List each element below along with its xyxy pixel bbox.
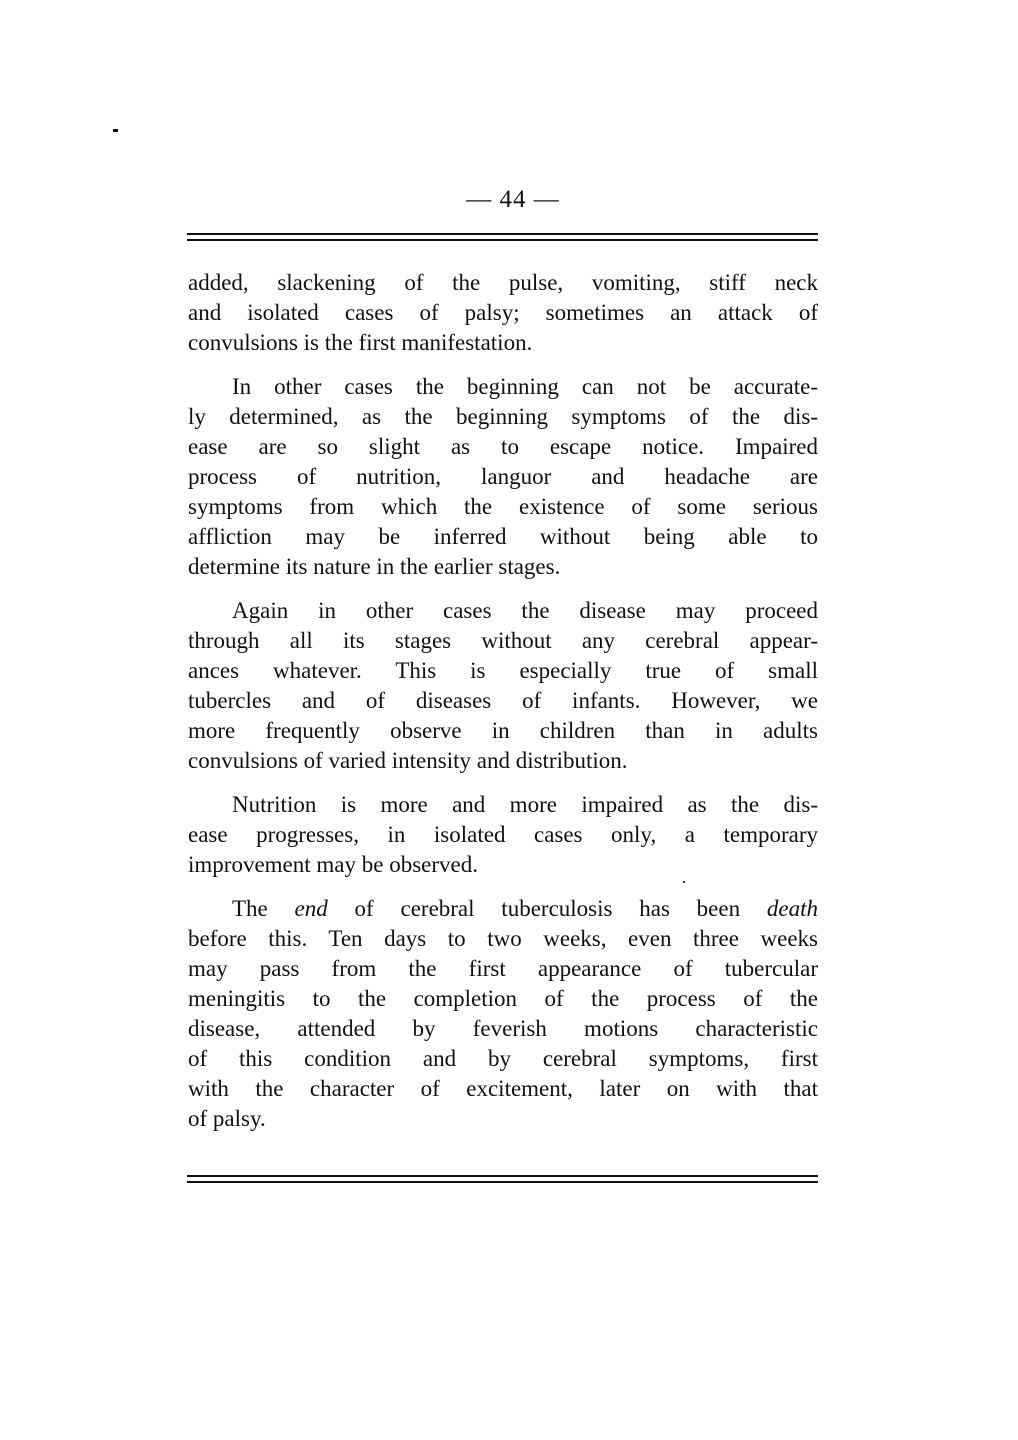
italic-term-end: end [294,896,328,921]
text-line: through all its stages without any cerebral appear- [188,628,818,653]
text-line: and isolated cases of palsy; sometimes an attack of [188,300,818,325]
header-double-rule [187,233,818,241]
paragraph-5 [188,894,818,1134]
paragraph-4 [188,790,818,880]
text-line: may pass from the first appearance of tubercular [188,956,818,981]
text-line: disease, attended by feverish motions characteristic [188,1016,818,1041]
text-line: with the character of excitement, later on with that [188,1076,818,1101]
italic-term-death: death [766,896,818,921]
text-run: of cerebral tuberculosis has been [327,896,767,921]
text-line: symptoms from which the existence of some serious [188,494,818,519]
text-line: improvement may be observed. [188,852,478,877]
text-line: convulsions is the first manifestation. [188,330,533,355]
text-line: affliction may be inferred without being able to [188,524,818,549]
scan-speck [113,129,118,132]
text-line: of palsy. [188,1106,266,1131]
page-number: — 44 — [466,186,560,213]
text-line: Again in other cases the disease may proceed [232,598,818,623]
text-line: ease are so slight as to escape notice. Impaired [188,434,818,459]
text-line: added, slackening of the pulse, vomiting, stiff neck [188,270,818,295]
rule-line [187,1175,818,1177]
footer-double-rule [187,1175,818,1183]
paragraph-3 [188,596,818,776]
text-line: ances whatever. This is especially true of small [188,658,818,683]
text-run: The [232,896,295,921]
paragraph-2 [188,372,818,582]
text-line [188,894,818,924]
rule-line [187,1181,818,1183]
text-line: process of nutrition, languor and headache are [188,464,818,489]
rule-line [187,239,818,241]
text-line: tubercles and of diseases of infants. However, we [188,688,818,713]
text-line: ly determined, as the beginning symptoms of the dis- [188,404,818,429]
text-line: determine its nature in the earlier stages. [188,554,561,579]
text-line: convulsions of varied intensity and distribution. [188,748,628,773]
text-line: In other cases the beginning can not be accurate- [232,374,818,399]
paragraph-1 [188,268,818,358]
text-line: before this. Ten days to two weeks, even three weeks [188,926,818,951]
body-text [188,268,818,1148]
text-line: ease progresses, in isolated cases only, a temporary [188,822,818,847]
text-line: Nutrition is more and more impaired as the dis- [232,792,818,817]
text-line: of this condition and by cerebral symptoms, first [188,1046,818,1071]
text-line: more frequently observe in children than in adults [188,718,818,743]
rule-line [187,233,818,235]
text-line: meningitis to the completion of the process of the [188,986,818,1011]
